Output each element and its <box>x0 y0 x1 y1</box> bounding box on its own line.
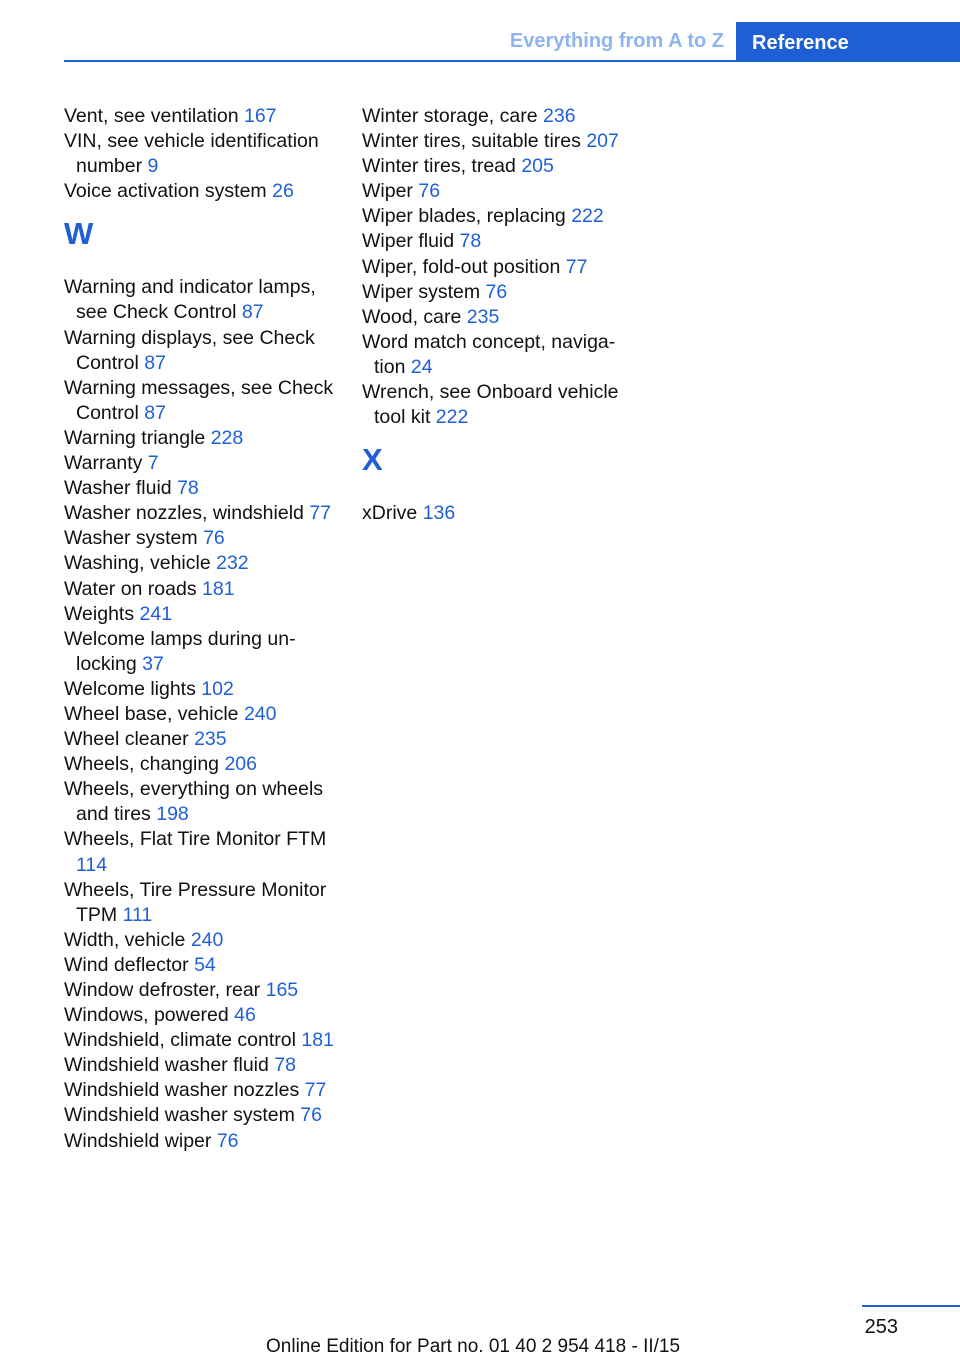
index-entry-text: Washer system <box>64 527 198 550</box>
index-entry <box>362 129 634 154</box>
index-entry-text: Wrench, see Onboard vehicle tool kit <box>362 381 619 429</box>
index-column-left <box>64 104 336 1154</box>
index-entry-text: Windshield washer fluid <box>64 1054 269 1077</box>
index-entry <box>64 376 336 426</box>
index-page-link[interactable]: 87 <box>144 401 166 424</box>
index-entry <box>64 928 336 953</box>
index-entry <box>64 104 336 129</box>
index-entry <box>64 1103 336 1128</box>
index-entry <box>362 305 634 330</box>
index-page-link[interactable]: 76 <box>300 1104 322 1127</box>
index-page-link[interactable]: 76 <box>418 180 441 203</box>
index-entry <box>64 953 336 978</box>
index-entry-text: Wheels, Flat Tire Monitor FTM <box>64 828 327 851</box>
index-entry-text: Wiper, fold-out position <box>362 255 561 278</box>
index-entry <box>64 1129 336 1154</box>
index-entry <box>64 878 336 928</box>
index-entry-text: Width, vehicle <box>64 928 186 951</box>
index-page-link[interactable]: 111 <box>122 903 153 926</box>
index-entry-text: Windows, powered <box>64 1004 229 1027</box>
index-entry-text: Window defroster, rear <box>64 979 261 1001</box>
index-entry <box>64 752 336 777</box>
index-page-link[interactable]: 77 <box>565 255 588 278</box>
index-entry-text: Windshield wiper <box>64 1129 212 1152</box>
index-page-link[interactable]: 198 <box>156 803 189 826</box>
index-entry <box>64 702 336 727</box>
index-page-link[interactable]: 181 <box>202 577 235 600</box>
index-entry <box>362 229 634 254</box>
index-page-link[interactable]: 207 <box>586 130 619 153</box>
index-entry <box>362 204 634 229</box>
index-entry-text: xDrive <box>362 502 418 525</box>
index-page-link[interactable]: 136 <box>422 502 456 525</box>
index-entry <box>64 551 336 576</box>
index-page-link[interactable]: 165 <box>265 979 299 1001</box>
index-entry <box>362 501 634 526</box>
index-page-link[interactable]: 222 <box>435 406 469 429</box>
index-page-link[interactable]: 24 <box>410 355 433 378</box>
index-entry-text: Wiper blades, replacing <box>362 205 566 228</box>
index-entry <box>64 426 336 451</box>
index-entry-text: Wiper <box>362 180 413 203</box>
index-entry-text: Wheels, changing <box>64 753 220 776</box>
index-entry <box>64 827 336 877</box>
header-tab-reference: Reference <box>736 22 960 62</box>
index-page-link[interactable]: 206 <box>224 753 257 776</box>
index-entry-text: Warning and indicator lamps, see Check Control <box>64 276 316 324</box>
index-entry-text: Washing, vehicle <box>64 552 211 575</box>
index-entry-text: Warning triangle <box>64 426 206 449</box>
index-entry <box>64 275 336 325</box>
index-page-link[interactable]: 54 <box>194 953 216 976</box>
index-page-link[interactable]: 236 <box>543 105 576 127</box>
index-entry-text: Warranty <box>64 452 143 475</box>
header-rule <box>64 60 960 62</box>
index-entry-text: Warning displays, see Check Control <box>64 326 315 374</box>
index-page-link[interactable]: 76 <box>485 280 508 303</box>
index-entry-text: Wiper system <box>362 280 481 303</box>
index-page-link[interactable]: 222 <box>571 205 604 228</box>
index-entry-text: Wheels, everything on wheels and tires <box>64 778 324 826</box>
index-entry-text: Vent, see ventilation <box>64 105 239 127</box>
index-entry <box>64 602 336 627</box>
index-page-link[interactable]: 9 <box>147 155 159 178</box>
index-page-link[interactable]: 76 <box>203 527 225 550</box>
index-entry-text: Washer fluid <box>64 477 172 500</box>
index-letter-heading: X <box>362 442 383 478</box>
index-entry-text: Windshield washer system <box>64 1104 295 1127</box>
footer-edition: Online Edition for Part no. 01 40 2 954 418 - II/15 <box>266 1336 681 1357</box>
index-page-link[interactable]: 37 <box>142 652 164 675</box>
index-entry <box>64 677 336 702</box>
index-entry <box>64 978 336 1003</box>
index-entry-text: Voice activation system <box>64 180 267 203</box>
index-page-link[interactable]: 205 <box>521 155 554 178</box>
index-entry <box>64 451 336 476</box>
index-column-right <box>362 104 634 526</box>
index-entry <box>64 179 336 204</box>
index-entry <box>64 1003 336 1028</box>
index-entry-text: Wood, care <box>362 305 462 328</box>
index-entry-text: Wind deflector <box>64 953 189 976</box>
index-entry-text: Wiper fluid <box>362 230 455 253</box>
index-entry-text: Winter tires, suitable tires <box>362 130 581 153</box>
index-entry <box>64 326 336 376</box>
index-entry-text: Welcome lights <box>64 677 196 700</box>
index-page-link[interactable]: 167 <box>243 105 277 127</box>
index-entry <box>362 380 634 430</box>
index-page-link[interactable]: 235 <box>466 305 500 328</box>
footer-rule <box>862 1305 960 1307</box>
page-number: 253 <box>864 1316 898 1338</box>
index-entry-text: Word match concept, navigation <box>362 330 616 378</box>
index-entry-text: Wheels, Tire Pressure Monitor TPM <box>64 878 327 926</box>
index-page-link[interactable]: 87 <box>144 351 166 374</box>
index-entry <box>64 627 336 677</box>
index-entry-text: Wheel cleaner <box>64 728 189 751</box>
index-entry <box>64 777 336 827</box>
index-entry-text: Welcome lamps during unlocking <box>64 627 296 675</box>
index-entry <box>362 255 634 280</box>
index-entry-text: Windshield, climate control <box>64 1029 296 1052</box>
index-entry <box>362 154 634 179</box>
index-entry <box>64 577 336 602</box>
index-page-link[interactable]: 102 <box>201 677 234 700</box>
index-entry <box>362 330 634 380</box>
index-entry-text: Warning messages, see Check Control <box>64 376 334 424</box>
index-entry <box>64 1078 336 1103</box>
index-page-link[interactable]: 78 <box>459 230 482 253</box>
index-page-link[interactable]: 78 <box>177 477 199 500</box>
index-page-link[interactable]: 26 <box>272 180 294 203</box>
index-entry-text: Windshield washer nozzles <box>64 1079 300 1102</box>
index-entry <box>64 526 336 551</box>
index-entry-text: Weights <box>64 602 135 625</box>
index-entry-text: Washer nozzles, windshield <box>64 502 304 525</box>
index-entry-text: Winter storage, care <box>362 105 538 127</box>
index-page-link[interactable]: 114 <box>76 853 108 876</box>
index-entry-text: VIN, see vehicle identification number <box>64 130 319 178</box>
index-page-link[interactable]: 228 <box>210 426 244 449</box>
index-page-link[interactable]: 77 <box>304 1079 327 1102</box>
index-page-link[interactable]: 232 <box>216 552 249 575</box>
index-entry-text: Water on roads <box>64 577 197 600</box>
index-letter-heading: W <box>64 216 94 252</box>
index-entry <box>64 1028 336 1053</box>
index-page-link[interactable]: 235 <box>194 728 227 751</box>
index-entry-text: Wheel base, vehicle <box>64 702 239 725</box>
index-page-link[interactable]: 77 <box>309 502 332 525</box>
index-page-link[interactable]: 240 <box>243 702 277 725</box>
index-page-link[interactable]: 7 <box>147 452 159 475</box>
index-entry-text: Winter tires, tread <box>362 155 516 178</box>
index-page-link[interactable]: 76 <box>216 1129 239 1152</box>
index-page-link[interactable]: 78 <box>274 1054 296 1077</box>
index-entry <box>64 129 336 179</box>
index-entry <box>362 280 634 305</box>
index-entry <box>64 501 336 526</box>
index-entry <box>64 476 336 501</box>
index-page-link[interactable]: 241 <box>139 602 173 625</box>
index-page-link[interactable]: 87 <box>241 301 264 324</box>
index-page-link[interactable]: 240 <box>190 928 224 951</box>
index-entry <box>64 727 336 752</box>
index-page-link[interactable]: 181 <box>301 1029 334 1052</box>
header-section-title: Everything from A to Z <box>509 30 724 52</box>
index-entry <box>64 1053 336 1078</box>
index-entry <box>362 104 634 129</box>
index-entry <box>362 179 634 204</box>
index-page-link[interactable]: 46 <box>234 1004 256 1027</box>
